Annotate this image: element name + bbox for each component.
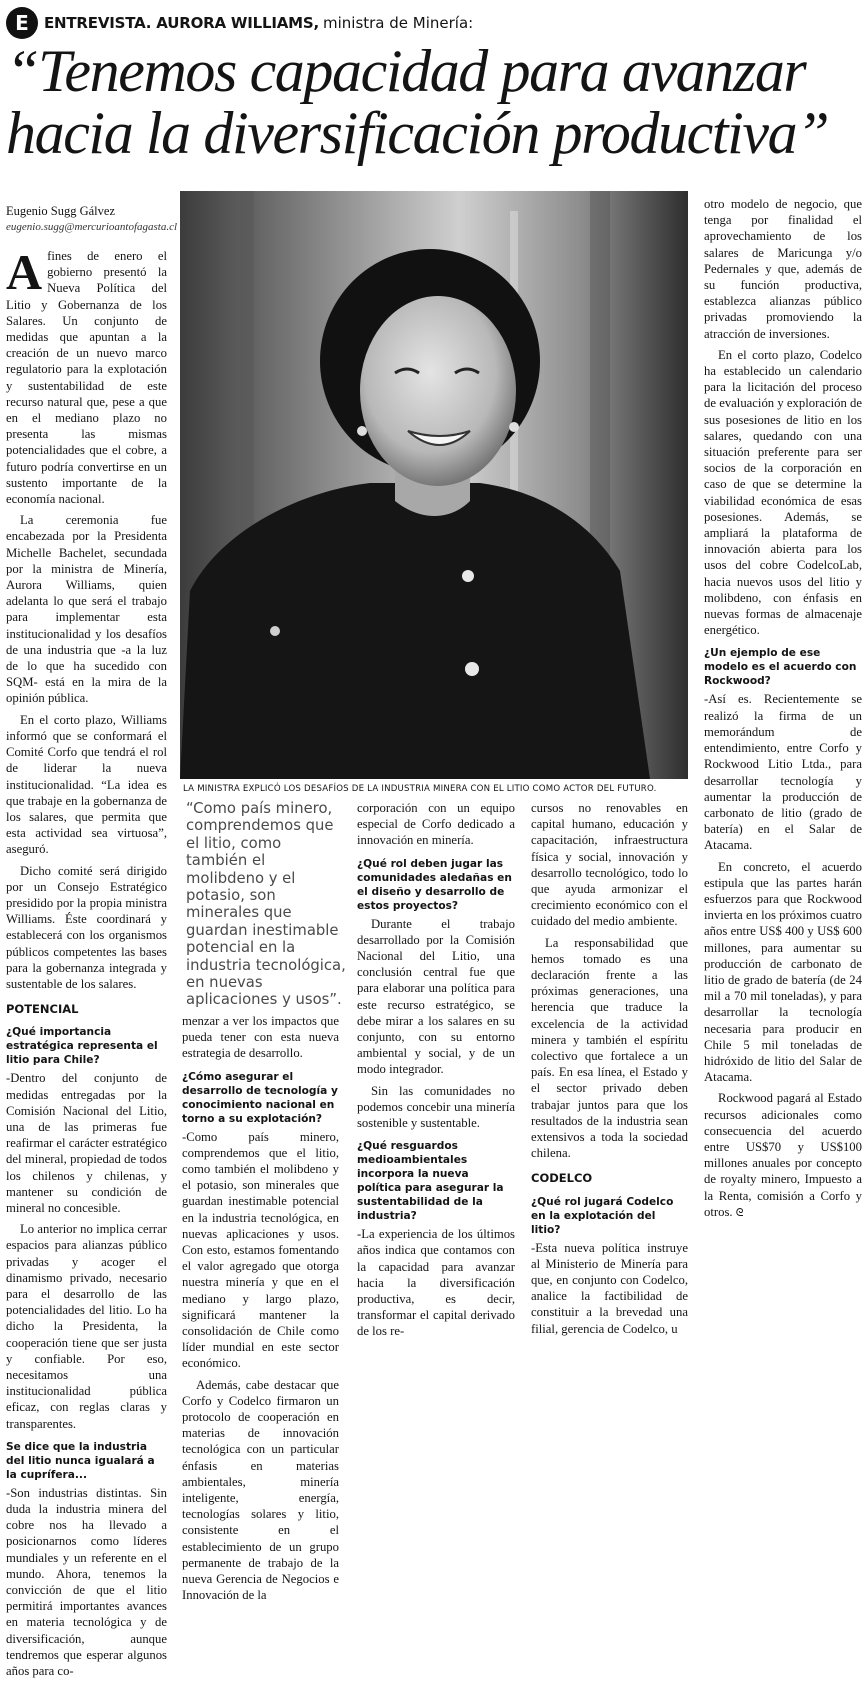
interview-question: ¿Qué rol deben jugar las comunidades aledañas en el diseño y desarrollo de estos proyectos? — [357, 857, 512, 912]
interview-question: ¿Un ejemplo de ese modelo es el acuerdo con Rockwood? — [704, 647, 857, 688]
interview-question: ¿Qué importancia estratégica representa el litio para Chile? — [6, 1026, 158, 1067]
article-column-5 — [704, 196, 862, 1226]
kicker — [6, 6, 473, 40]
portrait-illustration — [180, 191, 688, 779]
article-column-3 — [357, 800, 515, 1345]
article-column-2 — [182, 1013, 339, 1609]
section-heading-codelco: CODELCO — [531, 1171, 593, 1186]
paragraph: Sin las comunidades no podemos concebir una minería sostenible y sustentable. — [357, 1083, 515, 1131]
interview-answer: -Esta nueva política instruye al Ministerio de Minería para que, en conjunto con Codelco, analice la factibilidad de constituir a la brevedad una filial, gerencia de Codelco, u — [531, 1240, 688, 1336]
paragraph: Lo anterior no implica cerrar espacios para alianzas público privadas y acoger el dinamismo privado, necesario para el desarrollo de las potencialidades del litio. Lo ha dicho la Presidenta, la cooperación tiene que ser justa y confiable. Por eso, necesitamos una institucionalidad pública eficaz, con reglas claras y transparentes. — [6, 1222, 167, 1431]
paragraph: En el corto plazo, Codelco ha establecido un calendario para la licitación del proceso de evaluación y exploración de sus posesiones de litio en los salares, quedando con una situación preferente para ser socios de la corporación en caso de que se determine la viabilidad económica de esas posesiones. Además, se ampliará la plataforma de innovación abierta para los usos del cobre CodelcoLab, hacia nuevos usos del litio y molibdeno, con énfasis en nuevas formas de almacenaje energético. — [704, 347, 862, 638]
paragraph: otro modelo de negocio, que tenga por finalidad el aprovechamiento de los salares de Maricunga y/o Pedernales y que, además de su función productiva, establezca alianzas público privadas promoviendo la atracción de inversiones. — [704, 197, 862, 341]
interview-question: ¿Qué rol jugará Codelco en la explotación del litio? — [531, 1195, 674, 1236]
byline-author: Eugenio Sugg Gálvez — [6, 204, 116, 218]
section-heading-potencial: POTENCIAL — [6, 1002, 79, 1017]
minister-photo — [180, 191, 688, 779]
paragraph: En el corto plazo, Williams informó que se conformará el Comité Corfo que tendrá el rol de liderar la nueva institucionalidad. “La idea es que trabaje en la gobernanza de los salares, que permita que esta actividad sea virtuosa”, aseguró. — [6, 712, 167, 857]
photo-caption: LA MINISTRA EXPLICÓ LOS DESAFÍOS DE LA INDUSTRIA MINERA CON EL LITIO COMO ACTOR DEL FUTURO. — [183, 784, 657, 794]
interview-answer: -Así es. Recientemente se realizó la firma de un memorándum de entendimiento, entre Corfo y Rockwood Litio Ltda., para desarrollar tecnología y aumentar la producción de carbonato de litio (grado de batería) en el Salar de Atacama. — [704, 692, 862, 853]
byline-email: eugenio.sugg@mercurioantofagasta.cl — [6, 221, 178, 233]
paragraph: Dicho comité será dirigido por un Consejo Estratégico presidido por la propia ministra Williams. Éste coordinará y establecerá con los organismos públicos competentes las bases para la gobernanza integrada y sustentable de los salares. — [6, 863, 167, 991]
headline-line-1: “Tenemos capacidad para avanzar — [6, 38, 806, 104]
article-column-1 — [6, 244, 167, 1684]
paragraph: corporación con un equipo especial de Corfo dedicado a innovación en minería. — [357, 801, 515, 848]
paragraph: Además, cabe destacar que Corfo y Codelco firmaron un protocolo de cooperación en materias de innovación tecnológica con un particular énfasis en materias ambientales, minería inteligente, energía, tecnologías solares y litio, consistente en el establecimiento de un grupo permanente de trabajo de la nueva Gerencia de Negocios e Innovación de la — [182, 1377, 339, 1603]
interview-answer: -Dentro del conjunto de medidas entregadas por la Comisión Nacional del Litio, una de las primeras fue reafirmar el carácter estratégico del mineral, propiedad de todos los chilenos y chilenas, y mantener su condición de mineral no concesible. — [6, 1071, 167, 1215]
end-of-article-icon: ᘓ — [735, 1205, 744, 1219]
interview-question: ¿Cómo asegurar el desarrollo de tecnología y conocimiento nacional en torno a su explotación? — [182, 1070, 338, 1125]
interview-question: ¿Qué resguardos medioambientales incorpora la nueva política para asegurar la sustentabilidad de la industria? — [357, 1140, 504, 1223]
paragraph: cursos no renovables en capital humano, educación y capacitación, infraestructura física y social, innovación y desarrollo tecnológico, todo lo que ayuda armonizar el crecimiento económico con el cuidado del medio ambiente. — [531, 801, 688, 929]
kicker-interviewee: ENTREVISTA. AURORA WILLIAMS, — [44, 14, 319, 32]
headline — [6, 40, 862, 164]
paragraph: En concreto, el acuerdo estipula que las partes harán esfuerzos para que Rockwood invierta en los próximos cuatro años entre US$ 400 y US$ 600 millones, para aumentar su producción de carbonato de litio de grado de batería (de 24 mil a 70 mil toneladas), y para desarrollar la tecnología necesaria para producir en Chile 5 mil toneladas de hidróxido de litio del Salar de Atacama. — [704, 859, 862, 1085]
interview-question: Se dice que la industria del litio nunca igualará a la cuprífera... — [6, 1440, 155, 1481]
paragraph: Rockwood pagará al Estado recursos adicionales como consecuencia del acuerdo entre US$70 y US$100 millones anuales por concepto de royalty minero, Impuesto a la Renta, comisión a Corfo y otros. ᘓ — [704, 1091, 862, 1219]
article-column-4 — [531, 800, 688, 1342]
interview-answer: -La experiencia de los últimos años indica que contamos con la capacidad para avanzar hacia la diversificación productiva, es decir, transformar el capital derivado de los re- — [357, 1227, 515, 1339]
kicker-role: ministra de Minería: — [322, 14, 474, 32]
pull-quote: “Como país minero, comprendemos que el litio, como también el molibdeno y el potasio, son minerales que guardan inestimable potencial en la industria tecnológica, en nuevas aplicaciones y usos”. — [186, 800, 346, 1009]
paragraph: Durante el trabajo desarrollado por la Comisión Nacional del Litio, una conclusión central fue que para elaborar una política para este recurso estratégico, se debe mirar a los salares en su conjunto, con su entorno ambiental y social, y de un modo integrador. — [357, 916, 515, 1077]
drop-cap: A — [6, 244, 43, 300]
paragraph: La ceremonia fue encabezada por la Presidenta Michelle Bachelet, secundada por la ministra de Minería, Aurora Williams, quien adelanta lo que será el trabajo para implementar esta institucionalidad y los desafíos de una industria que -a la luz de lo que ha sucedido con SQM- está en la mira de la opinión pública. — [6, 513, 167, 706]
headline-line-2: hacia la diversificación productiva” — [6, 100, 829, 166]
paragraph: La responsabilidad que hemos tomado es una declaración frente a las próximas generaciones, una herencia que traduce la excelencia de la actividad minera y también el espíritu colectivo que fortalece a un país. En esa línea, el Estado y el sector privado deben trabajar juntos para que los resultados de la industria sean extensivos a toda la sociedad chilena. — [531, 935, 688, 1161]
section-badge: E — [6, 7, 38, 39]
paragraph: menzar a ver los impactos que pueda tener con esta nueva estrategia de desarrollo. — [182, 1014, 339, 1061]
interview-answer: -Como país minero, comprendemos que el litio, como también el molibdeno y el potasio, son minerales que guardan inestimable potencial en la industria tecnológica, en nuevas aplicaciones y usos. Con esto, estamos fomentando el valor agregado que otorga nuestra minería y que en el mediano y largo plazo, significará mantener la consolidación de Chile como líder mundial en este sector económico. — [182, 1129, 339, 1371]
lead-paragraph: Afines de enero el gobierno presentó la Nueva Política del Litio y Gobernanza de los Salares. Un conjunto de medidas que apuntan a la creación de un nuevo marco regulatorio para la explotación y sustentabilidad de este recurso natural que, pese a que en el mediano plazo no presenta las mismas potencialidades que el cobre, a futuro podría convertirse en un sustento importante de la economía nacional. — [6, 244, 167, 507]
interview-answer: -Son industrias distintas. Sin duda la industria minera del cobre nos ha llevado a posicionarnos como líderes mundiales y un referente en el mundo. Ahora, tenemos la convicción de que el litio permitirá importantes avances en materia tecnológica y de diversificación, aunque tendremos que esperar algunos años para co- — [6, 1485, 167, 1679]
